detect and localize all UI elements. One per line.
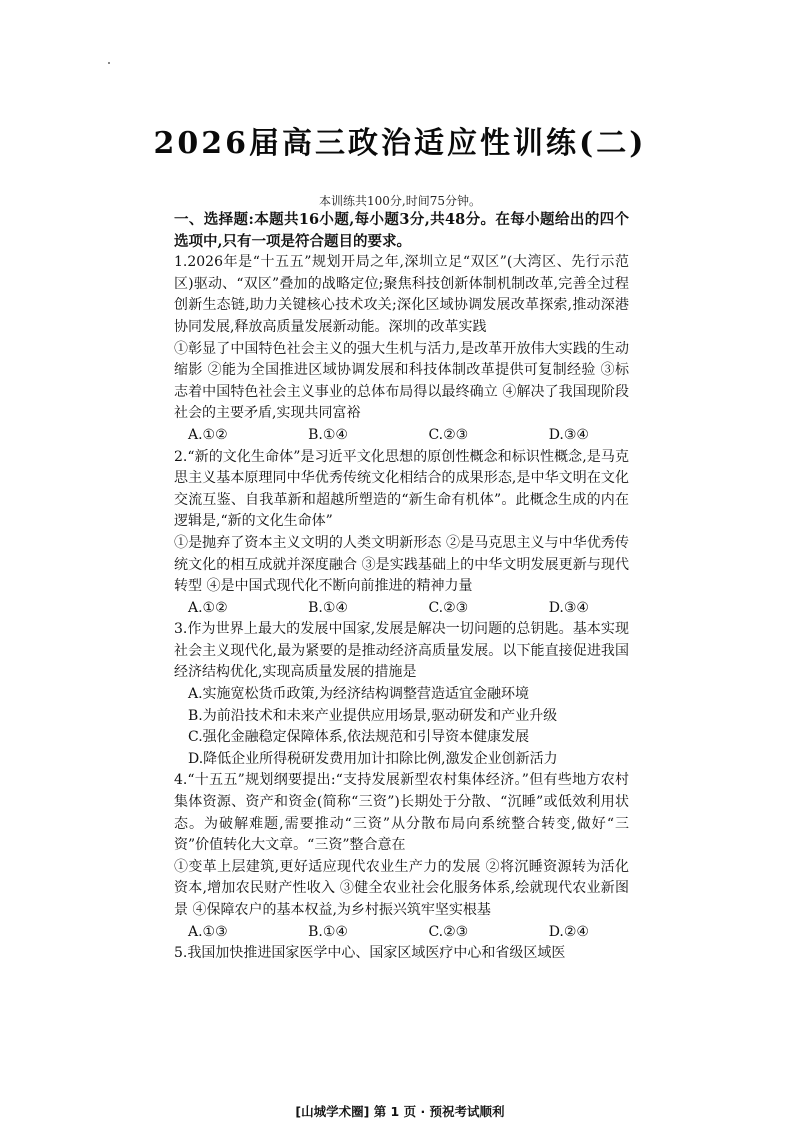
choice-c[interactable]: C.②③ [428,426,469,443]
question-stem: 5.我国加快推进国家医学中心、国家区域医疗中心和省级区域医 [174,945,566,962]
question-3 [174,619,629,770]
choice-d[interactable]: D.③④ [548,599,589,616]
exam-info: 本训练共100分,时间75分钟。 [319,194,481,208]
question-statements: ①是抛弃了资本主义文明的人类文明新形态 ②是马克思主义与中华优秀传统文化的相互成就并深度融合 ③是实践基础上的中华文明发展更新与现代转型 ④是中国式现代化不断向前推进的精神力量 [174,534,629,595]
question-statements: ①彰显了中国特色社会主义的强大生机与活力,是改革开放伟大实践的生动缩影 ②能为全国推进区域协调发展和科技体制改革提供可复制经验 ③标志着中国特色社会主义事业的总体布局得以最终确立 ④解决了我国现阶段社会的主要矛盾,实现共同富裕 [174,340,629,422]
question-stem: 1.2026年是“十五五”规划开局之年,深圳立足“双区”(大湾区、先行示范区)驱动、“双区”叠加的战略定位;聚焦科技创新体制机制改革,完善全过程创新生态链,助力关键核心技术攻关;深化区域协调发展改革探索,推动深港协同发展,释放高质量发展新动能。深圳的改革实践 [174,254,629,335]
choice-d[interactable]: D.③④ [548,426,589,443]
choice-b[interactable]: B.为前沿技术和未来产业提供应用场景,驱动研发和产业升级 [188,707,558,724]
scan-speck [108,62,110,64]
question-1 [174,252,629,446]
question-statements: ①变革上层建筑,更好适应现代农业生产力的发展 ②将沉睡资源转为活化资本,增加农民财产性收入 ③健全农业社会化服务体系,绘就现代农业新图景 ④保障农户的基本权益,为乡村振兴筑牢坚实根基 [174,858,629,918]
choice-b[interactable]: B.①④ [308,599,348,616]
choice-a[interactable]: A.①② [188,599,228,616]
choice-d[interactable]: D.降低企业所得税研发费用加计扣除比例,激发企业创新活力 [188,750,558,767]
choice-a[interactable]: A.①② [188,426,228,443]
question-stem: 3.作为世界上最大的发展中国家,发展是解决一切问题的总钥匙。基本实现社会主义现代化,最为紧要的是推动经济高质量发展。以下能直接促进我国经济结构优化,实现高质量发展的措施是 [174,621,629,681]
question-5 [174,943,629,965]
choice-b[interactable]: B.①④ [308,923,348,940]
choice-a[interactable]: A.①③ [188,923,228,940]
choice-a[interactable]: A.实施宽松货币政策,为经济结构调整营造适宜金融环境 [188,686,530,703]
page-footer: [山城学术圈] 第 1 页 · 预祝考试顺利 [295,1104,505,1119]
answer-choices [174,425,629,447]
choice-b[interactable]: B.①④ [308,426,348,443]
section-heading: 一、选择题:本题共16小题,每小题3分,共48分。在每小题给出的四个选项中,只有一项是符合题目的要求。 [174,211,629,250]
answer-choices [174,598,629,620]
exam-content [174,209,629,965]
choice-c[interactable]: C.②③ [428,599,469,616]
answer-choices [174,922,629,944]
question-2 [174,447,629,620]
question-stem: 2.“新的文化生命体”是习近平文化思想的原创性概念和标识性概念,是马克思主义基本原理同中华优秀传统文化相结合的成果形态,是中华文明在文化交流互鉴、自我革新和超越所塑造的“新生命有机体”。此概念生成的内在逻辑是,“新的文化生命体” [174,448,629,530]
page-title: 2026届高三政治适应性训练(二) [153,126,647,161]
choice-c[interactable]: C.②③ [428,923,469,940]
choice-c[interactable]: C.强化金融稳定保障体系,依法规范和引导资本健康发展 [188,729,530,746]
choice-d[interactable]: D.②④ [548,923,589,940]
question-4 [174,770,629,943]
question-stem: 4.“十五五”规划纲要提出:“支持发展新型农村集体经济。”但有些地方农村集体资源、资产和资金(简称“三资”)长期处于分散、“沉睡”或低效利用状态。为破解难题,需要推动“三资”从分散布局向系统整合转变,做好“三资”价值转化大文章。“三资”整合意在 [174,772,629,854]
